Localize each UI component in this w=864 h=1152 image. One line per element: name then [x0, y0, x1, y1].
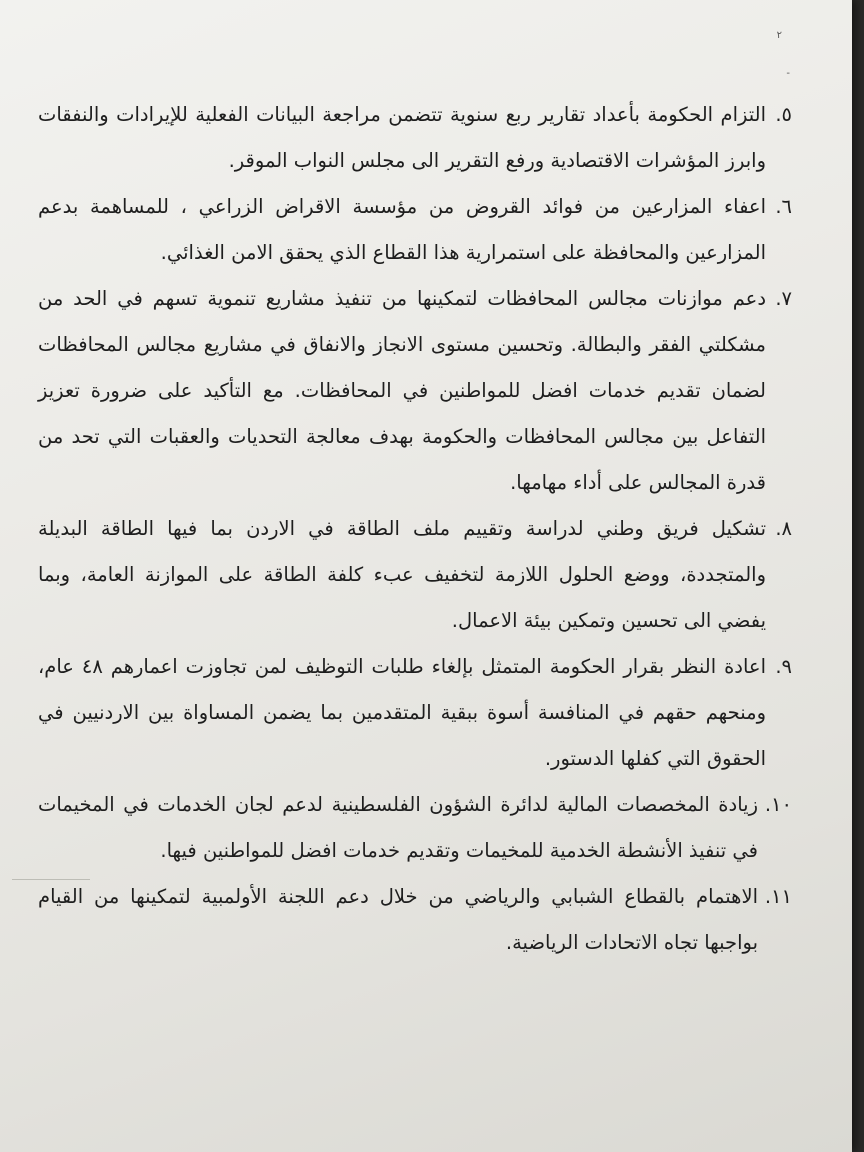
- item-number: ٦.: [775, 195, 792, 218]
- page-mark-top: ٢: [776, 30, 782, 41]
- list-item-5: [38, 92, 792, 184]
- item-text: دعم موازنات مجالس المحافظات لتمكينها من تنفيذ مشاريع تنموية تسهم في الحد من مشكلتي الفقر والبطالة. وتحسين مستوى الانجاز والانفاق في مشاريع مجالس المحافظات لضمان تقديم خدمات افضل للمواطنين في المحافظات. مع التأكيد على ضرورة تعزيز التفاعل بين مجالس المحافظات والحكومة بهدف معالجة التحديات والعقبات التي تحد من قدرة المجالس على أداء مهامها.: [38, 287, 766, 494]
- item-text: الاهتمام بالقطاع الشبابي والرياضي من خلال دعم اللجنة الأولمبية لتمكينها من القيام بواجبها تجاه الاتحادات الرياضية.: [38, 885, 758, 954]
- item-number: ١٠.: [764, 793, 792, 816]
- item-number: ٧.: [775, 287, 792, 310]
- margin-divider-line: [12, 879, 90, 880]
- item-number: ٩.: [775, 655, 792, 678]
- list-item-8: [38, 506, 792, 644]
- page-mark-second: -: [786, 68, 790, 79]
- item-number: ٥.: [775, 103, 792, 126]
- list-item-9: [38, 644, 792, 782]
- item-text: تشكيل فريق وطني لدراسة وتقييم ملف الطاقة في الاردن بما فيها الطاقة البديلة والمتجددة، ووضع الحلول اللازمة لتخفيف عبء كلفة الطاقة على الموازنة العامة، وبما يفضي الى تحسين وتمكين بيئة الاعمال.: [38, 517, 766, 632]
- item-number: ١١.: [764, 885, 792, 908]
- item-text: التزام الحكومة بأعداد تقارير ربع سنوية تتضمن مراجعة البيانات الفعلية للإيرادات والنفقات وابرز المؤشرات الاقتصادية ورفع التقرير الى مجلس النواب الموقر.: [38, 103, 766, 172]
- list-item-10: [38, 782, 792, 874]
- page-marks: [776, 30, 790, 79]
- list-item-11: [38, 874, 792, 966]
- item-number: ٨.: [775, 517, 792, 540]
- item-text: اعفاء المزارعين من فوائد القروض من مؤسسة الاقراض الزراعي ، للمساهمة بدعم المزارعين والمحافظة على استمرارية هذا القطاع الذي يحقق الامن الغذائي.: [38, 195, 766, 264]
- list-item-6: [38, 184, 792, 276]
- item-text: زيادة المخصصات المالية لدائرة الشؤون الفلسطينية لدعم لجان الخدمات في المخيمات في تنفيذ الأنشطة الخدمية للمخيمات وتقديم خدمات افضل للمواطنين فيها.: [38, 793, 758, 862]
- list-item-7: [38, 276, 792, 506]
- recommendations-list: [38, 92, 792, 966]
- item-text: اعادة النظر بقرار الحكومة المتمثل بإلغاء طلبات التوظيف لمن تجاوزت اعمارهم ٤٨ عام، ومنحهم حقهم في المنافسة أسوة ببقية المتقدمين بما يضمن المساواة بين الاردنيين في الحقوق التي كفلها الدستور.: [38, 655, 766, 770]
